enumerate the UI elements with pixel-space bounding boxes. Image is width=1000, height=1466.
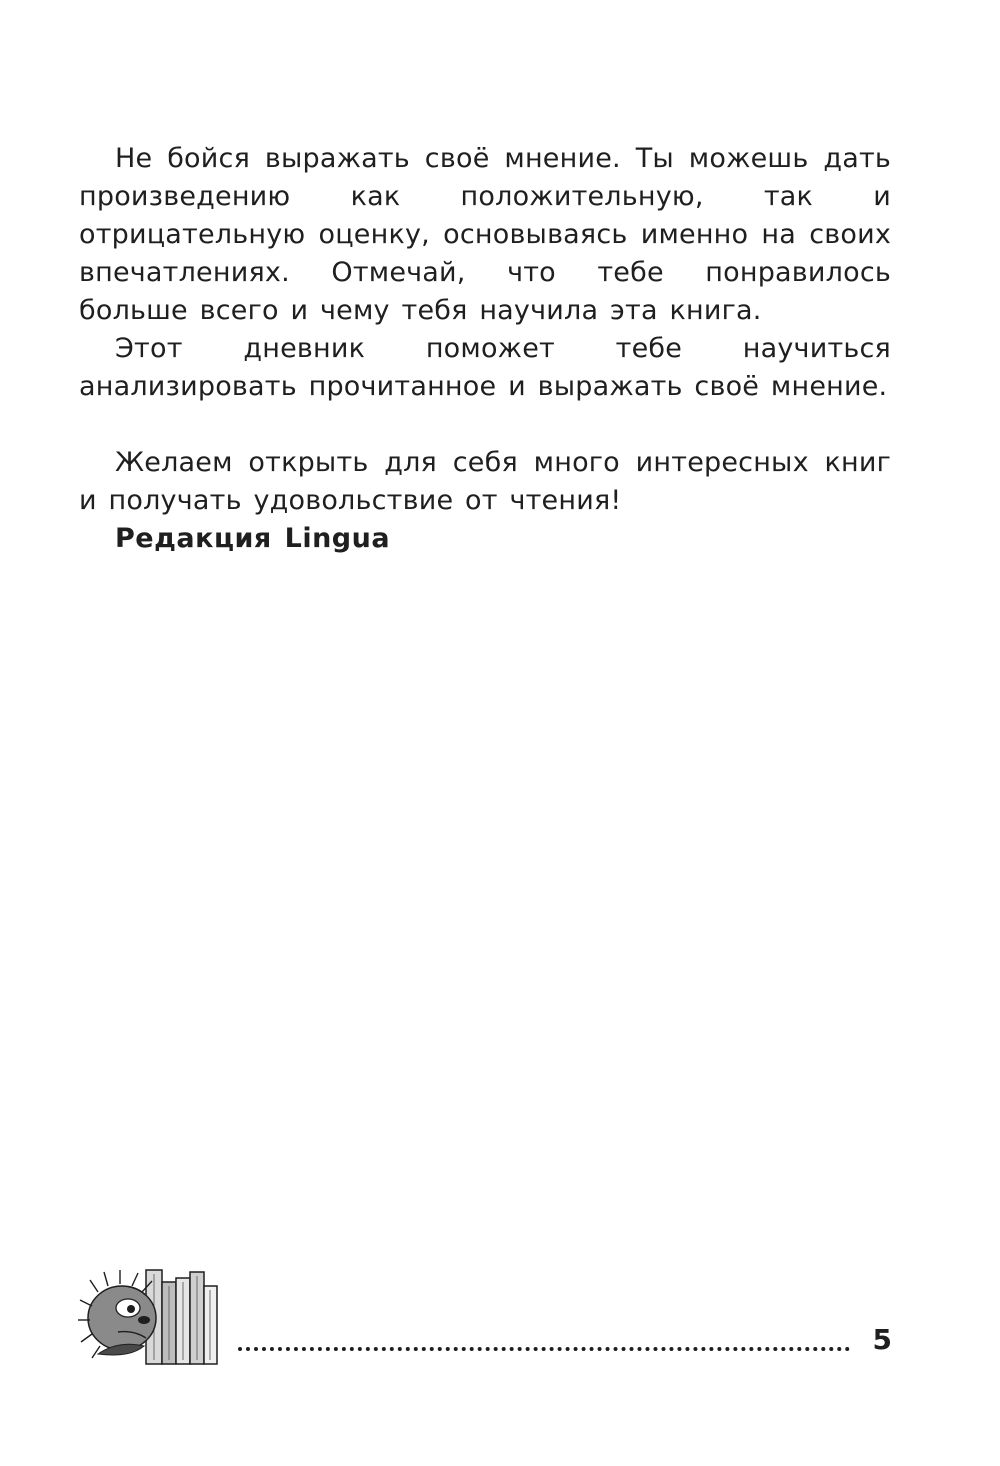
page-number: 5	[872, 1323, 892, 1356]
signature: Редакция Lingua	[115, 523, 391, 554]
paragraph-opinion: Не бойся выражать своё мнение. Ты можешь дать произведению как положительную, так и отрицательную оценку, основываясь именно на своих впечатлениях. Отмечай, что тебе понравилось больше всего и чему тебя научила эта книга.	[79, 143, 891, 326]
intro-text	[79, 140, 891, 558]
paragraph-wishes: Желаем открыть для себя много интересных книг и получать удовольствие от чтения!	[79, 447, 891, 516]
dotted-leader	[238, 1347, 850, 1351]
hedgehog-with-books-icon	[78, 1262, 223, 1372]
page-footer	[78, 1262, 898, 1372]
paragraph-diary: Этот дневник поможет тебе научиться анализировать прочитанное и выражать своё мнение.	[79, 333, 891, 402]
